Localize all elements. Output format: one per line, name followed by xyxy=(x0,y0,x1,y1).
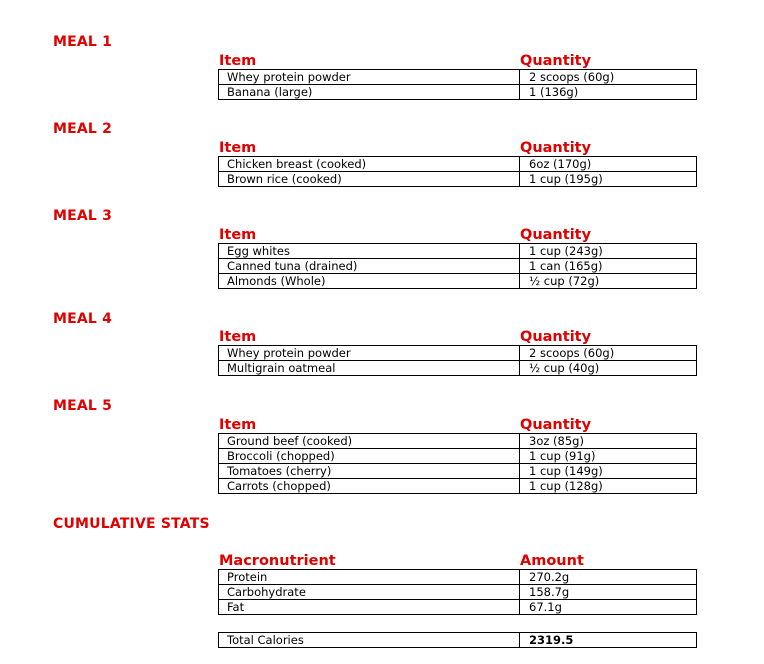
item-cell: Egg whites xyxy=(219,244,520,259)
quantity-column-header: Quantity xyxy=(520,329,592,345)
table-row xyxy=(219,259,697,274)
item-cell: Broccoli (chopped) xyxy=(219,449,520,464)
total-calories-table xyxy=(218,632,697,648)
table-row xyxy=(219,70,697,85)
item-cell: Brown rice (cooked) xyxy=(219,172,520,187)
amount-cell: 67.1g xyxy=(520,600,697,615)
table-header xyxy=(218,227,697,243)
macronutrient-column-header: Macronutrient xyxy=(219,553,336,569)
item-cell: Ground beef (cooked) xyxy=(219,434,520,449)
meal-3-table xyxy=(218,227,697,289)
item-cell: Whey protein powder xyxy=(219,346,520,361)
quantity-cell: 1 cup (243g) xyxy=(520,244,697,259)
table-row xyxy=(219,244,697,259)
item-column-header: Item xyxy=(219,329,257,345)
meal-1-title: MEAL 1 xyxy=(53,34,113,50)
table-row xyxy=(219,449,697,464)
table-header xyxy=(218,553,697,569)
item-cell: Multigrain oatmeal xyxy=(219,361,520,376)
item-column-header: Item xyxy=(219,53,257,69)
quantity-cell: ½ cup (72g) xyxy=(520,274,697,289)
total-calories-label: Total Calories xyxy=(219,633,520,648)
table-row xyxy=(219,600,697,615)
quantity-column-header: Quantity xyxy=(520,53,592,69)
item-cell: Tomatoes (cherry) xyxy=(219,464,520,479)
macronutrient-cell: Fat xyxy=(219,600,520,615)
quantity-column-header: Quantity xyxy=(520,227,592,243)
table-row xyxy=(219,479,697,494)
quantity-cell: 2 scoops (60g) xyxy=(520,70,697,85)
table-row xyxy=(219,585,697,600)
meal-3-title: MEAL 3 xyxy=(53,208,113,224)
meal-2-table xyxy=(218,140,697,187)
item-column-header: Item xyxy=(219,140,257,156)
meal-2-title: MEAL 2 xyxy=(53,121,113,137)
quantity-cell: 1 cup (195g) xyxy=(520,172,697,187)
total-calories-value: 2319.5 xyxy=(520,633,697,648)
quantity-cell: 1 cup (128g) xyxy=(520,479,697,494)
quantity-cell: 1 (136g) xyxy=(520,85,697,100)
quantity-cell: 3oz (85g) xyxy=(520,434,697,449)
table-row xyxy=(219,570,697,585)
table-row xyxy=(219,172,697,187)
table-row xyxy=(219,157,697,172)
table-header xyxy=(218,53,697,69)
item-cell: Banana (large) xyxy=(219,85,520,100)
cumulative-stats-table xyxy=(218,553,697,615)
amount-column-header: Amount xyxy=(520,553,584,569)
table-row xyxy=(219,85,697,100)
meal-1-table xyxy=(218,53,697,100)
table-header xyxy=(218,329,697,345)
amount-cell: 270.2g xyxy=(520,570,697,585)
item-column-header: Item xyxy=(219,227,257,243)
table-row xyxy=(219,361,697,376)
cumulative-stats-title: CUMULATIVE STATS xyxy=(53,516,210,532)
table-row xyxy=(219,346,697,361)
meal-4-title: MEAL 4 xyxy=(53,311,113,327)
table-header xyxy=(218,417,697,433)
item-cell: Whey protein powder xyxy=(219,70,520,85)
table-row xyxy=(219,274,697,289)
quantity-cell: 1 cup (149g) xyxy=(520,464,697,479)
item-cell: Carrots (chopped) xyxy=(219,479,520,494)
table-header xyxy=(218,140,697,156)
quantity-cell: 6oz (170g) xyxy=(520,157,697,172)
table-row xyxy=(219,464,697,479)
macronutrient-cell: Carbohydrate xyxy=(219,585,520,600)
quantity-column-header: Quantity xyxy=(520,417,592,433)
quantity-cell: 1 can (165g) xyxy=(520,259,697,274)
meal-5-title: MEAL 5 xyxy=(53,398,113,414)
item-column-header: Item xyxy=(219,417,257,433)
quantity-cell: 1 cup (91g) xyxy=(520,449,697,464)
quantity-column-header: Quantity xyxy=(520,140,592,156)
total-calories-row xyxy=(219,633,697,648)
meal-5-table xyxy=(218,417,697,494)
macronutrient-cell: Protein xyxy=(219,570,520,585)
item-cell: Almonds (Whole) xyxy=(219,274,520,289)
quantity-cell: ½ cup (40g) xyxy=(520,361,697,376)
amount-cell: 158.7g xyxy=(520,585,697,600)
meal-4-table xyxy=(218,329,697,376)
item-cell: Chicken breast (cooked) xyxy=(219,157,520,172)
item-cell: Canned tuna (drained) xyxy=(219,259,520,274)
table-row xyxy=(219,434,697,449)
quantity-cell: 2 scoops (60g) xyxy=(520,346,697,361)
